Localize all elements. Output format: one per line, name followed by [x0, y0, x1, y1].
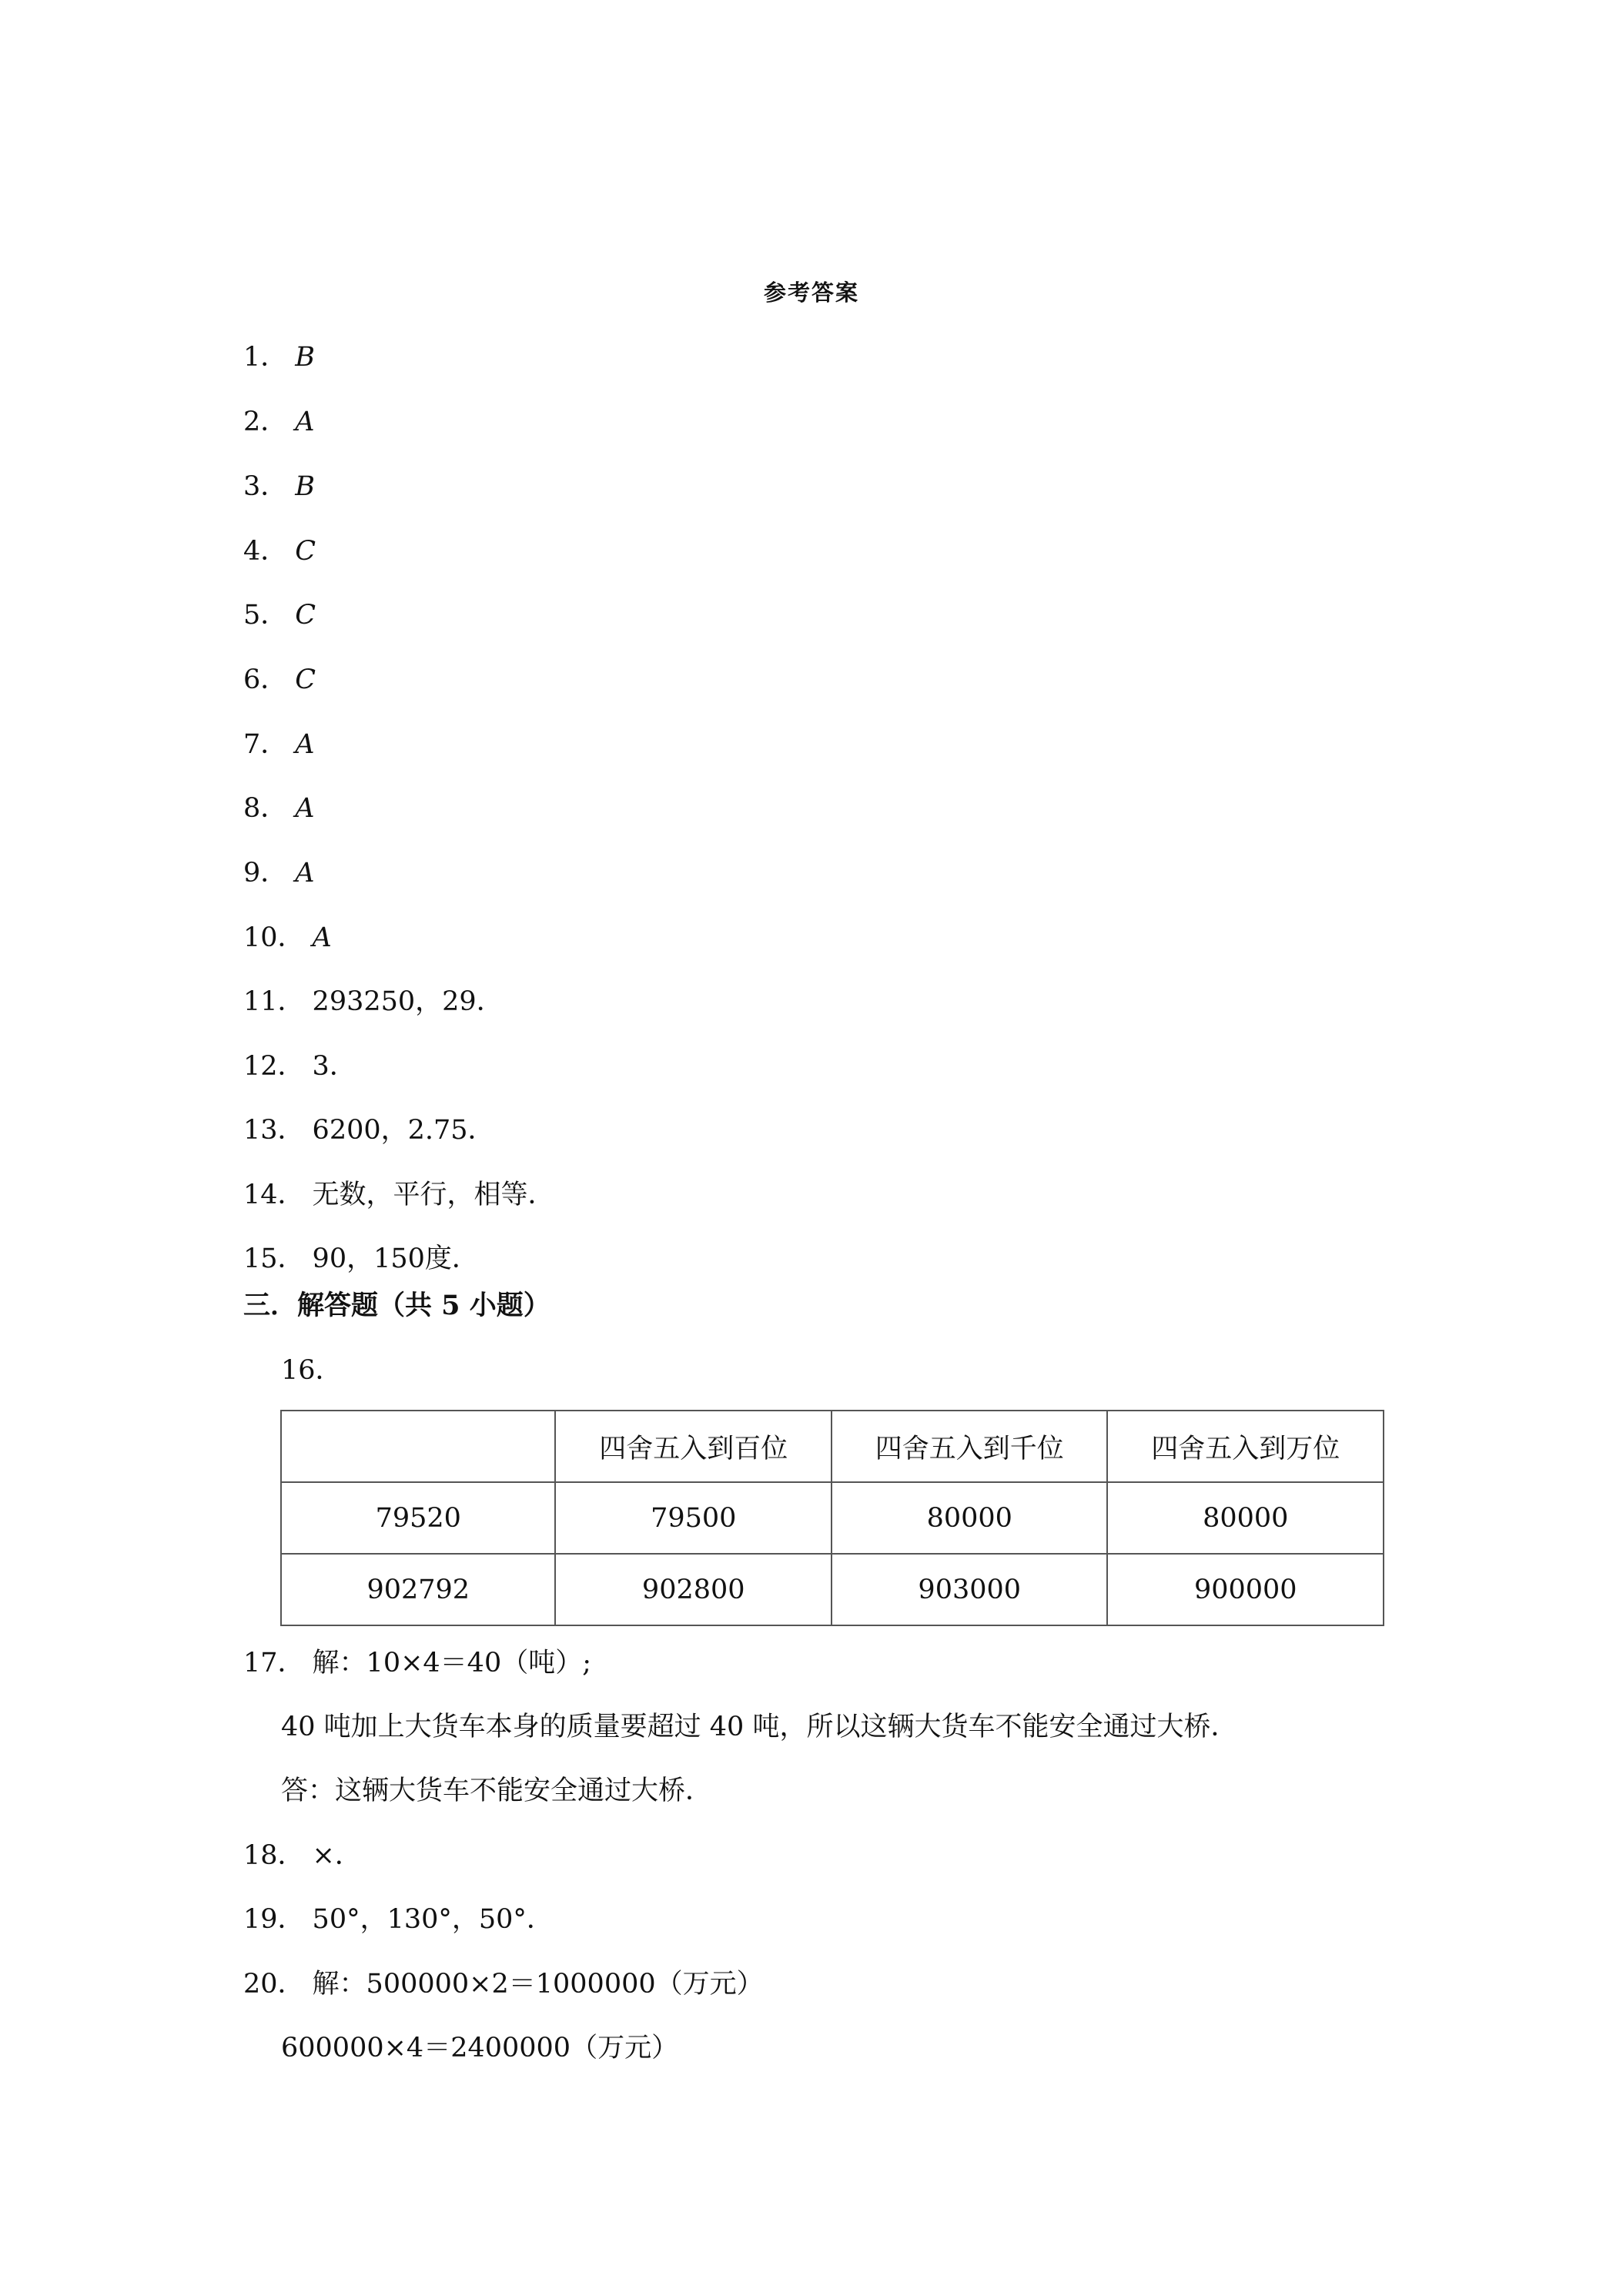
question-number: 14．: [243, 1180, 305, 1210]
answer-value: 90，150度．: [312, 1243, 479, 1274]
table-header-row: [281, 1411, 1384, 1482]
answer-line: [243, 1113, 495, 1147]
answer-value: A: [295, 729, 315, 760]
answer-line: [243, 1839, 362, 1873]
answer-value: 6200，2.75．: [312, 1115, 495, 1146]
answer-value: C: [295, 536, 316, 567]
question-number: 4．: [243, 536, 288, 567]
answer-line: [243, 1967, 764, 2001]
question-number: 5．: [243, 600, 288, 631]
answer-line: [243, 1178, 555, 1212]
answer-line: [243, 598, 316, 632]
table-header-cell: 四舍五入到万位: [1107, 1411, 1384, 1482]
table-cell: 902792: [281, 1554, 555, 1625]
answer-value: C: [295, 600, 316, 631]
answer-value: A: [295, 858, 315, 889]
solution-line: 答：这辆大货车不能安全通过大桥．: [281, 1776, 713, 1806]
answer-value: 3．: [312, 1051, 356, 1082]
answer-value: 293250，29．: [312, 986, 504, 1017]
answer-value: C: [295, 664, 316, 695]
answer-value: B: [295, 471, 316, 502]
table-header-cell: 四舍五入到百位: [555, 1411, 832, 1482]
answer-line: [243, 1242, 479, 1276]
solution-line: 解：500000×2＝1000000（万元）: [312, 1969, 764, 2000]
table-row: [281, 1554, 1384, 1625]
question-number: 2．: [243, 407, 288, 437]
solution-line: 600000×4＝2400000（万元）: [281, 2033, 679, 2063]
question-number: 13．: [243, 1115, 305, 1146]
answer-line: [243, 663, 316, 697]
answer-line: [243, 728, 315, 761]
answer-line: [243, 1903, 554, 1936]
table-cell: 79500: [555, 1482, 832, 1554]
answer-value: B: [295, 342, 316, 373]
page-title: 参考答案: [763, 279, 859, 306]
answer-line: [243, 1049, 356, 1083]
question-number: 17．: [243, 1648, 305, 1678]
answer-line: [243, 856, 315, 890]
answer-line: [243, 792, 315, 825]
question-number: 10．: [243, 922, 305, 953]
question-number: 3．: [243, 471, 288, 502]
table-header-cell: 四舍五入到千位: [832, 1411, 1108, 1482]
question-number: 11．: [243, 986, 305, 1017]
answer-value: A: [295, 407, 315, 437]
question-number: 18．: [243, 1840, 305, 1871]
question-number: 20．: [243, 1969, 305, 2000]
rounding-table: [280, 1410, 1384, 1626]
table-row: [281, 1482, 1384, 1554]
question-number: 1．: [243, 342, 288, 373]
table-cell: 79520: [281, 1482, 555, 1554]
answer-line: [243, 921, 332, 955]
table-cell: 903000: [832, 1554, 1108, 1625]
question-number: 9．: [243, 858, 288, 889]
solution-line: 解：10×4＝40（吨）;: [312, 1648, 592, 1678]
table-cell: 900000: [1107, 1554, 1384, 1625]
table-cell: 80000: [1107, 1482, 1384, 1554]
question-number: 8．: [243, 793, 288, 824]
question-number: 7．: [243, 729, 288, 760]
answer-value: ×．: [312, 1840, 362, 1871]
section-heading: 三．解答题（共 5 小题）: [243, 1290, 550, 1321]
answer-value: 50°，130°，50°．: [312, 1904, 554, 1935]
answer-value: A: [312, 922, 332, 953]
table-cell: 902800: [555, 1554, 832, 1625]
answer-line: [243, 405, 315, 439]
question-number: 15．: [243, 1243, 305, 1274]
question-number: 19．: [243, 1904, 305, 1935]
question-number: 12．: [243, 1051, 305, 1082]
answer-line: [243, 340, 315, 374]
answer-line: [243, 985, 504, 1019]
table-header-cell: [281, 1411, 555, 1482]
question-number: 6．: [243, 664, 288, 695]
answer-value: 无数，平行，相等．: [312, 1180, 555, 1210]
answer-line: [243, 534, 316, 568]
question-number: 16．: [281, 1355, 343, 1386]
solution-line: 40 吨加上大货车本身的质量要超过 40 吨，所以这辆大货车不能安全通过大桥．: [281, 1712, 1238, 1742]
answer-line: [243, 1646, 591, 1680]
answer-line: [243, 470, 315, 504]
answer-value: A: [295, 793, 315, 824]
table-cell: 80000: [832, 1482, 1108, 1554]
